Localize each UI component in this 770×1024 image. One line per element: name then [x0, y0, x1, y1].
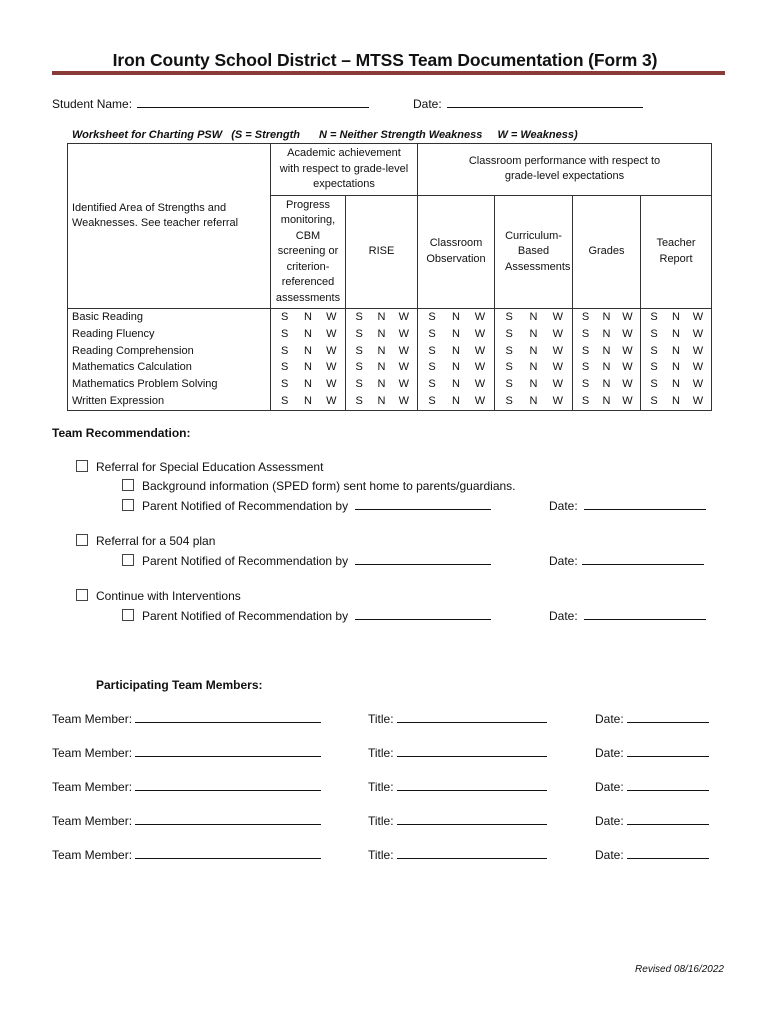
rating-row	[271, 326, 345, 343]
team-member-entry	[52, 813, 321, 828]
rating-option[interactable]: S	[280, 344, 289, 357]
rating-option[interactable]: N	[452, 361, 460, 374]
rating-option[interactable]: N	[304, 311, 312, 323]
rating-option[interactable]: W	[622, 311, 633, 323]
rating-row	[641, 393, 711, 410]
snw-column	[495, 309, 573, 411]
parent-notified-sped-label: Parent Notified of Recommendation by	[142, 499, 349, 513]
rating-option[interactable]: S	[650, 311, 658, 323]
checkbox-parent-notified-sped[interactable]	[122, 499, 134, 511]
team-member-label: Team Member:	[52, 814, 133, 828]
team-member-field[interactable]	[135, 711, 321, 723]
rating-row	[271, 309, 345, 326]
date-504-label: Date:	[549, 554, 578, 568]
rating-option[interactable]: N	[452, 311, 460, 323]
rating-option[interactable]: W	[552, 311, 563, 323]
col-curriculum-based: Curriculum-Based Assessments	[495, 195, 573, 309]
team-member-field[interactable]	[135, 813, 321, 825]
rating-option[interactable]: N	[529, 327, 538, 340]
team-member-date-label: Date:	[595, 712, 624, 726]
rating-row	[573, 393, 640, 410]
area-written-expression: Written Expression	[72, 394, 165, 407]
rating-option[interactable]: S	[505, 327, 513, 340]
area-reading-fluency: Reading Fluency	[72, 327, 155, 340]
rating-option[interactable]: S	[428, 311, 436, 323]
rating-option[interactable]: S	[280, 378, 289, 391]
rating-option[interactable]: N	[672, 394, 680, 407]
rating-option[interactable]: N	[452, 378, 460, 391]
rating-option[interactable]: N	[304, 394, 312, 407]
team-member-date-field[interactable]	[627, 813, 709, 825]
student-date-row	[413, 96, 643, 111]
team-member-title-entry	[368, 779, 547, 794]
legend-heading: Worksheet for Charting PSW	[72, 129, 223, 141]
rating-option[interactable]: S	[355, 394, 363, 407]
date-sped-label: Date:	[549, 499, 578, 513]
rating-option[interactable]: N	[452, 327, 460, 340]
rating-option[interactable]: S	[581, 378, 590, 391]
area-list	[68, 309, 271, 411]
option-parent-notified-504[interactable]	[122, 553, 491, 568]
rating-option[interactable]: S	[280, 394, 289, 407]
area-math-calculation: Mathematics Calculation	[72, 361, 192, 374]
team-member-field[interactable]	[135, 847, 321, 859]
team-member-date-label: Date:	[595, 848, 624, 862]
col-grades: Grades	[573, 195, 641, 309]
rating-option[interactable]: S	[505, 394, 513, 407]
rating-row	[641, 309, 711, 326]
rating-option[interactable]: S	[650, 378, 658, 391]
rating-row	[573, 326, 640, 343]
team-member-title-field[interactable]	[397, 813, 547, 825]
option-background-info[interactable]	[122, 479, 516, 493]
rating-option[interactable]: N	[672, 344, 680, 357]
checkbox-referral-504[interactable]	[76, 534, 88, 546]
rating-option[interactable]: W	[692, 344, 704, 357]
rating-option[interactable]: S	[355, 327, 363, 340]
team-member-date-entry	[595, 745, 709, 760]
team-member-date-entry	[595, 813, 709, 828]
rating-option[interactable]: S	[650, 394, 658, 407]
team-member-title-entry	[368, 813, 547, 828]
team-member-date-entry	[595, 711, 709, 726]
team-member-title-label: Title:	[368, 712, 394, 726]
area-reading-comprehension: Reading Comprehension	[72, 344, 194, 357]
rating-option[interactable]: W	[552, 361, 563, 374]
rating-option[interactable]: W	[398, 378, 409, 391]
rating-option[interactable]: N	[602, 327, 611, 340]
header-academic: Academic achievement with respect to grade-level expectations	[271, 144, 418, 196]
rating-option[interactable]: S	[505, 378, 513, 391]
checkbox-parent-notified-504[interactable]	[122, 554, 134, 566]
legend-neither: N = Neither Strength Weakness	[319, 129, 483, 141]
area-math-problem-solving: Mathematics Problem Solving	[72, 378, 218, 391]
revised-date: Revised 08/16/2022	[635, 964, 724, 975]
rating-row	[346, 326, 417, 343]
rating-option[interactable]: S	[505, 361, 513, 374]
team-member-date-label: Date:	[595, 746, 624, 760]
option-referral-sped-label: Referral for Special Education Assessment	[96, 460, 324, 474]
rating-option[interactable]: N	[529, 344, 538, 357]
rating-option[interactable]: S	[581, 311, 590, 323]
parent-notified-interventions-label: Parent Notified of Recommendation by	[142, 609, 349, 623]
rating-row	[418, 343, 494, 360]
rating-row	[495, 359, 572, 376]
checkbox-background-info[interactable]	[122, 479, 134, 491]
rating-option[interactable]: W	[326, 311, 337, 323]
rating-row	[418, 359, 494, 376]
snw-column	[346, 309, 418, 411]
rating-option[interactable]: N	[377, 394, 386, 407]
rating-option[interactable]: W	[692, 378, 704, 391]
team-member-title-field[interactable]	[397, 745, 547, 757]
rating-row	[346, 376, 417, 393]
rating-row	[271, 393, 345, 410]
option-parent-notified-interventions[interactable]	[122, 608, 491, 623]
legend-strength: (S = Strength	[231, 129, 300, 141]
col-progress-monitoring: Progress monitoring, CBM screening or criterion-referenced assessments	[271, 195, 346, 309]
checkbox-parent-notified-interventions[interactable]	[122, 609, 134, 621]
rating-option[interactable]: W	[552, 394, 563, 407]
rating-option[interactable]: W	[552, 327, 563, 340]
rating-row	[346, 359, 417, 376]
rating-row	[495, 343, 572, 360]
rating-option[interactable]: W	[692, 327, 704, 340]
team-member-title-field[interactable]	[397, 779, 547, 791]
rating-row	[271, 376, 345, 393]
rating-option[interactable]: N	[602, 311, 611, 323]
col-rise: RISE	[346, 195, 418, 309]
team-member-title-entry	[368, 847, 547, 862]
rating-option[interactable]: S	[428, 378, 436, 391]
checkbox-referral-sped[interactable]	[76, 460, 88, 472]
rating-option[interactable]: W	[622, 394, 633, 407]
rating-option[interactable]: W	[474, 361, 486, 374]
rating-option[interactable]: W	[622, 344, 633, 357]
rating-option[interactable]: S	[280, 361, 289, 374]
rating-option[interactable]: S	[428, 361, 436, 374]
rating-option[interactable]: W	[326, 361, 337, 374]
rating-option[interactable]: S	[355, 344, 363, 357]
student-name-field[interactable]	[137, 96, 369, 108]
checkbox-continue-interventions[interactable]	[76, 589, 88, 601]
header-classroom: Classroom performance with respect to grade-level expectations	[418, 144, 712, 196]
rating-option[interactable]: N	[377, 378, 386, 391]
rating-option[interactable]: N	[529, 378, 538, 391]
team-member-title-label: Title:	[368, 746, 394, 760]
rating-option[interactable]: N	[672, 311, 680, 323]
team-member-title-entry	[368, 711, 547, 726]
option-background-info-label: Background information (SPED form) sent home to parents/guardians.	[142, 479, 516, 493]
table-corner	[68, 144, 271, 196]
team-member-title-field[interactable]	[397, 711, 547, 723]
team-member-date-label: Date:	[595, 814, 624, 828]
option-continue-interventions-label: Continue with Interventions	[96, 589, 241, 603]
date-sped-field[interactable]	[584, 498, 706, 510]
team-member-date-entry	[595, 779, 709, 794]
rating-row	[418, 393, 494, 410]
team-member-date-field[interactable]	[627, 745, 709, 757]
rating-row	[641, 359, 711, 376]
rating-option[interactable]: N	[452, 344, 460, 357]
student-date-label: Date:	[413, 97, 442, 111]
rating-row	[641, 343, 711, 360]
team-member-date-field[interactable]	[627, 847, 709, 859]
rating-option[interactable]: S	[650, 361, 658, 374]
rating-option[interactable]: N	[304, 378, 312, 391]
team-member-title-label: Title:	[368, 814, 394, 828]
rating-option[interactable]: S	[581, 344, 590, 357]
team-member-label: Team Member:	[52, 712, 133, 726]
rating-row	[641, 376, 711, 393]
rating-row	[418, 376, 494, 393]
date-sped-row	[549, 498, 706, 513]
rating-option[interactable]: N	[304, 344, 312, 357]
area-header: Identified Area of Strengths and Weaknesses. See teacher referral	[68, 195, 271, 309]
rating-option[interactable]: S	[280, 327, 289, 340]
team-member-entry	[52, 711, 321, 726]
rating-option[interactable]: S	[505, 344, 513, 357]
rating-option[interactable]: N	[602, 344, 611, 357]
rating-option[interactable]: N	[377, 344, 386, 357]
rating-row	[495, 376, 572, 393]
rating-option[interactable]: N	[304, 361, 312, 374]
team-member-date-field[interactable]	[627, 779, 709, 791]
rating-option[interactable]: S	[355, 311, 363, 323]
rating-option[interactable]: W	[398, 361, 409, 374]
option-referral-504-label: Referral for a 504 plan	[96, 534, 216, 548]
option-referral-504[interactable]	[76, 534, 215, 548]
team-member-entry	[52, 779, 321, 794]
rating-option[interactable]: S	[355, 378, 363, 391]
psw-worksheet-table	[67, 143, 712, 411]
parent-notified-interventions-field[interactable]	[355, 608, 491, 620]
option-parent-notified-sped[interactable]	[122, 498, 491, 513]
team-recommendation-heading: Team Recommendation:	[52, 426, 191, 440]
rating-row	[346, 393, 417, 410]
page-title: Iron County School District – MTSS Team Documentation (Form 3)	[112, 50, 658, 70]
rating-option[interactable]: N	[452, 394, 460, 407]
rating-option[interactable]: N	[672, 361, 680, 374]
rating-option[interactable]: W	[326, 327, 337, 340]
team-member-field[interactable]	[135, 779, 321, 791]
rating-row	[418, 326, 494, 343]
rating-option[interactable]: S	[581, 327, 590, 340]
parent-notified-504-field[interactable]	[355, 553, 491, 565]
rating-option[interactable]: S	[428, 344, 436, 357]
rating-option[interactable]: N	[529, 311, 538, 323]
participating-heading: Participating Team Members:	[96, 678, 263, 692]
rating-row	[495, 309, 572, 326]
snw-column	[271, 309, 346, 411]
rating-row	[641, 326, 711, 343]
option-continue-interventions[interactable]	[76, 589, 241, 603]
rating-option[interactable]: W	[474, 311, 486, 323]
team-member-title-label: Title:	[368, 848, 394, 862]
rating-option[interactable]: N	[377, 327, 386, 340]
rating-option[interactable]: S	[428, 394, 436, 407]
title-divider	[52, 71, 725, 75]
rating-option[interactable]: N	[529, 394, 538, 407]
rating-row	[573, 309, 640, 326]
team-member-date-entry	[595, 847, 709, 862]
rating-option[interactable]: W	[398, 394, 409, 407]
rating-option[interactable]: W	[692, 361, 704, 374]
rating-option[interactable]: N	[672, 378, 680, 391]
team-member-label: Team Member:	[52, 746, 133, 760]
rating-row	[573, 343, 640, 360]
team-member-field[interactable]	[135, 745, 321, 757]
student-name-row	[52, 96, 369, 111]
rating-option[interactable]: W	[326, 394, 337, 407]
team-member-title-entry	[368, 745, 547, 760]
rating-row	[271, 343, 345, 360]
rating-row	[495, 393, 572, 410]
rating-option[interactable]: W	[622, 361, 633, 374]
date-interventions-row	[549, 608, 706, 623]
rating-option[interactable]: W	[474, 344, 486, 357]
student-date-field[interactable]	[447, 96, 643, 108]
rating-option[interactable]: W	[474, 394, 486, 407]
rating-option[interactable]: S	[650, 344, 658, 357]
rating-option[interactable]: W	[398, 344, 409, 357]
col-classroom-observation: Classroom Observation	[418, 195, 495, 309]
rating-row	[346, 343, 417, 360]
rating-option[interactable]: S	[280, 311, 289, 323]
rating-option[interactable]: N	[602, 394, 611, 407]
rating-row	[573, 376, 640, 393]
legend-weakness: W = Weakness)	[497, 129, 578, 141]
team-member-title-field[interactable]	[397, 847, 547, 859]
team-member-title-label: Title:	[368, 780, 394, 794]
rating-option[interactable]: N	[377, 361, 386, 374]
team-member-entry	[52, 745, 321, 760]
rating-option[interactable]: W	[398, 327, 409, 340]
date-interventions-field[interactable]	[584, 608, 706, 620]
rating-option[interactable]: S	[355, 361, 363, 374]
team-member-label: Team Member:	[52, 780, 133, 794]
rating-option[interactable]: N	[602, 378, 611, 391]
rating-option[interactable]: S	[428, 327, 436, 340]
rating-option[interactable]: W	[474, 378, 486, 391]
rating-option[interactable]: W	[692, 394, 704, 407]
snw-column	[573, 309, 641, 411]
rating-row	[418, 309, 494, 326]
rating-option[interactable]: N	[304, 327, 312, 340]
psw-legend	[72, 129, 578, 141]
rating-option[interactable]: S	[505, 311, 513, 323]
student-name-label: Student Name:	[52, 97, 133, 111]
rating-row	[271, 359, 345, 376]
rating-option[interactable]: N	[602, 361, 611, 374]
rating-row	[346, 309, 417, 326]
team-member-date-field[interactable]	[627, 711, 709, 723]
rating-option[interactable]: N	[672, 327, 680, 340]
rating-option[interactable]: S	[581, 361, 590, 374]
date-504-row	[549, 553, 704, 568]
rating-option[interactable]: N	[529, 361, 538, 374]
team-member-entry	[52, 847, 321, 862]
parent-notified-504-label: Parent Notified of Recommendation by	[142, 554, 349, 568]
team-member-date-label: Date:	[595, 780, 624, 794]
rating-option[interactable]: W	[326, 378, 337, 391]
rating-row	[573, 359, 640, 376]
area-basic-reading: Basic Reading	[72, 311, 143, 323]
rating-option[interactable]: W	[474, 327, 486, 340]
snw-column	[641, 309, 712, 411]
rating-option[interactable]: S	[650, 327, 658, 340]
date-504-field[interactable]	[582, 553, 704, 565]
rating-option[interactable]: N	[377, 311, 386, 323]
rating-option[interactable]: S	[581, 394, 590, 407]
rating-option[interactable]: W	[622, 327, 633, 340]
rating-option[interactable]: W	[398, 311, 409, 323]
rating-option[interactable]: W	[692, 311, 704, 323]
team-member-label: Team Member:	[52, 848, 133, 862]
snw-column	[418, 309, 495, 411]
rating-option[interactable]: W	[326, 344, 337, 357]
rating-option[interactable]: W	[622, 378, 633, 391]
parent-notified-sped-field[interactable]	[355, 498, 491, 510]
col-teacher-report: Teacher Report	[641, 195, 712, 309]
date-interventions-label: Date:	[549, 609, 578, 623]
rating-row	[495, 326, 572, 343]
rating-option[interactable]: W	[552, 378, 563, 391]
option-referral-sped[interactable]	[76, 460, 323, 474]
rating-option[interactable]: W	[552, 344, 563, 357]
